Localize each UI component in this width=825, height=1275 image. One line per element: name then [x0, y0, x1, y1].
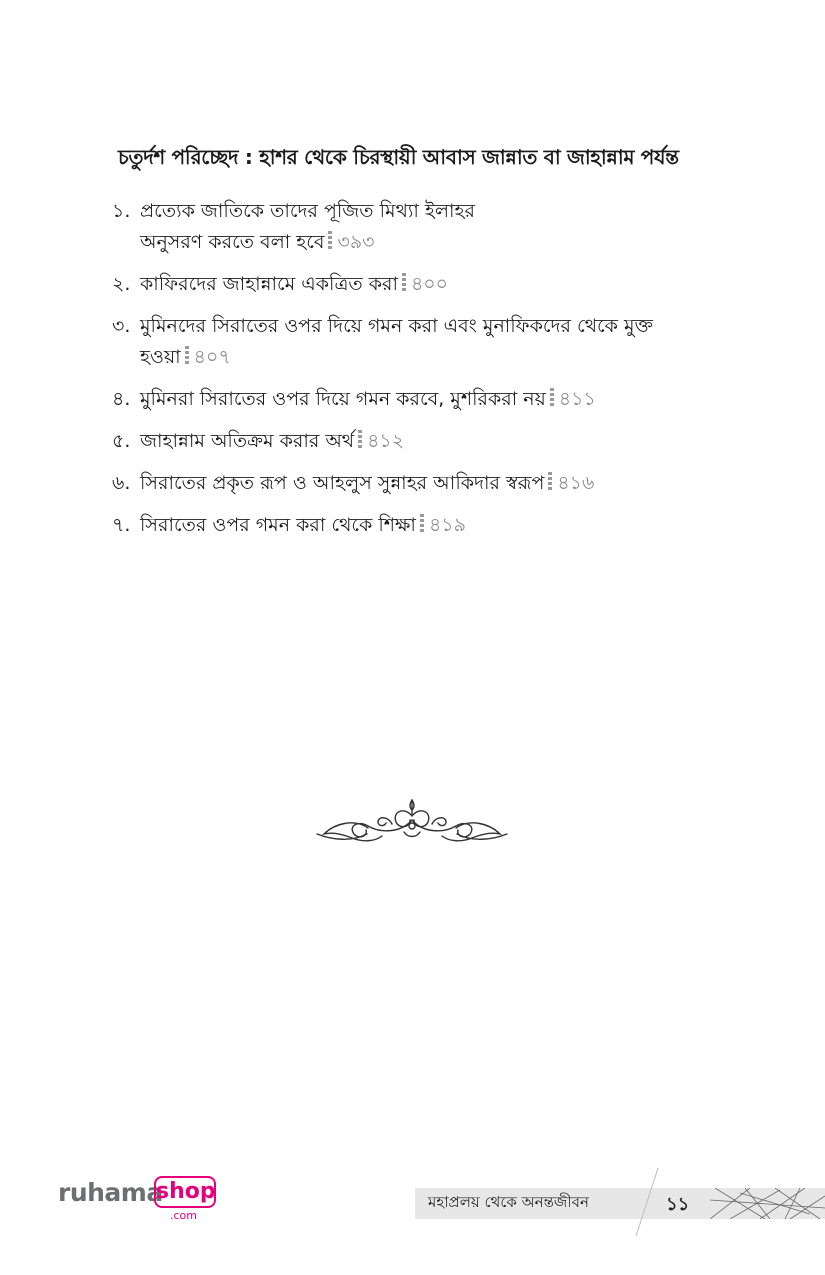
toc-text-line2: অনুসরণ করতে বলা হবে: [140, 231, 325, 253]
toc-text-line1: জাহান্নাম অতিক্রম করার অর্থ: [140, 430, 355, 452]
footer-divider-icon: [632, 1166, 662, 1238]
logo-text-shop: shop: [154, 1176, 216, 1208]
toc-number: ৭.: [112, 514, 131, 536]
toc-page-ref: ৪১৬: [557, 472, 595, 494]
separator-icon: [420, 514, 424, 534]
separator-icon: [185, 346, 189, 366]
toc-item-4[interactable]: [112, 384, 722, 415]
toc-page-ref: ৪০০: [410, 273, 448, 295]
table-of-contents: [112, 196, 722, 552]
ornament-flourish-icon: [312, 792, 512, 852]
separator-icon: [402, 273, 406, 293]
footer-line-pattern-icon: [710, 1188, 825, 1219]
toc-text-line1: সিরাতের প্রকৃত রূপ ও আহলুস সুন্নাহর আকিদার স্বরূপ: [140, 472, 545, 494]
toc-item-5[interactable]: [112, 426, 722, 457]
toc-page-ref: ৪১১: [558, 388, 596, 410]
separator-icon: [550, 388, 554, 408]
logo-text-ruhama: ruhama: [58, 1178, 163, 1207]
separator-icon: [548, 472, 552, 492]
ruhamashop-logo: [58, 1176, 228, 1226]
toc-page-ref: ৪১২: [367, 430, 405, 452]
toc-number: ৫.: [112, 430, 131, 452]
toc-number: ৪.: [112, 388, 131, 410]
chapter-title: চতুর্দশ পরিচ্ছেদ : হাশর থেকে চিরস্থায়ী আবাস জান্নাত বা জাহান্নাম পর্যন্ত: [118, 145, 679, 169]
toc-number: ৬.: [112, 472, 131, 494]
toc-page-ref: ৪১৯: [428, 514, 466, 536]
toc-number: ৩.: [112, 315, 131, 337]
footer-book-title: মহাপ্রলয় থেকে অনন্তজীবন: [428, 1193, 589, 1211]
page-number: ১১: [666, 1194, 690, 1215]
toc-text-line2: হওয়া: [140, 346, 181, 368]
separator-icon: [328, 231, 332, 251]
toc-item-7[interactable]: [112, 510, 722, 541]
toc-item-1[interactable]: [112, 196, 722, 258]
logo-text-com: .com: [170, 1209, 197, 1222]
toc-item-3[interactable]: [112, 311, 722, 373]
toc-number: ১.: [112, 200, 131, 222]
toc-page-ref: ৩৯৩: [337, 231, 375, 253]
toc-text-line1: প্রত্যেক জাতিকে তাদের পূজিত মিথ্যা ইলাহর: [140, 200, 475, 222]
toc-text-line1: সিরাতের ওপর গমন করা থেকে শিক্ষা: [140, 514, 416, 536]
toc-text-line1: কাফিরদের জাহান্নামে একত্রিত করা: [140, 273, 398, 295]
toc-number: ২.: [112, 273, 131, 295]
separator-icon: [358, 430, 362, 450]
toc-item-2[interactable]: [112, 269, 722, 300]
toc-text-line1: মুমিনদের সিরাতের ওপর দিয়ে গমন করা এবং মুনাফিকদের থেকে মুক্ত: [140, 315, 653, 337]
toc-page-ref: ৪০৭: [193, 346, 231, 368]
toc-item-6[interactable]: [112, 468, 722, 499]
toc-text-line1: মুমিনরা সিরাতের ওপর দিয়ে গমন করবে, মুশরিকরা নয়: [140, 388, 546, 410]
